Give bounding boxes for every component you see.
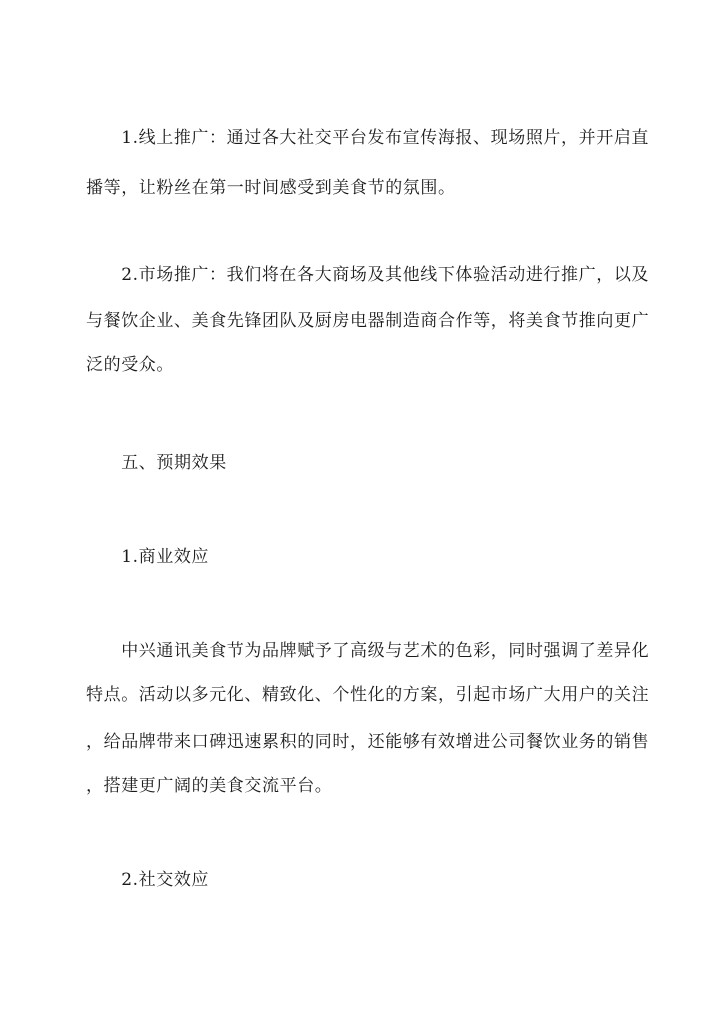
- paragraph-market-promotion-line-2: 与餐饮企业、美食先锋团队及厨房电器制造商合作等，将美食节推向更广: [86, 311, 650, 331]
- paragraph-online-promotion-line-2: 播等，让粉丝在第一时间感受到美食节的氛围。: [86, 178, 456, 198]
- paragraph-commercial-effect-line-1: 中兴通讯美食节为品牌赋予了高级与艺术的色彩，同时强调了差异化: [86, 641, 650, 661]
- paragraph-commercial-effect-line-3: ，给品牌带来口碑迅速累积的同时，还能够有效增进公司餐饮业务的销售: [86, 732, 650, 752]
- subheading-commercial-effect: 1.商业效应: [86, 547, 210, 567]
- paragraph-market-promotion-line-3: 泛的受众。: [86, 355, 174, 375]
- paragraph-online-promotion-line-1: 1.线上推广：通过各大社交平台发布宣传海报、现场照片，并开启直: [86, 128, 650, 148]
- paragraph-commercial-effect-line-4: ，搭建更广阔的美食交流平台。: [86, 776, 333, 796]
- paragraph-market-promotion-line-1: 2.市场推广：我们将在各大商场及其他线下体验活动进行推广，以及: [86, 265, 650, 285]
- section-heading-expected-effects: 五、预期效果: [86, 453, 227, 473]
- subheading-social-effect: 2.社交效应: [86, 870, 210, 890]
- paragraph-commercial-effect-line-2: 特点。活动以多元化、精致化、个性化的方案，引起市场广大用户的关注: [86, 685, 650, 705]
